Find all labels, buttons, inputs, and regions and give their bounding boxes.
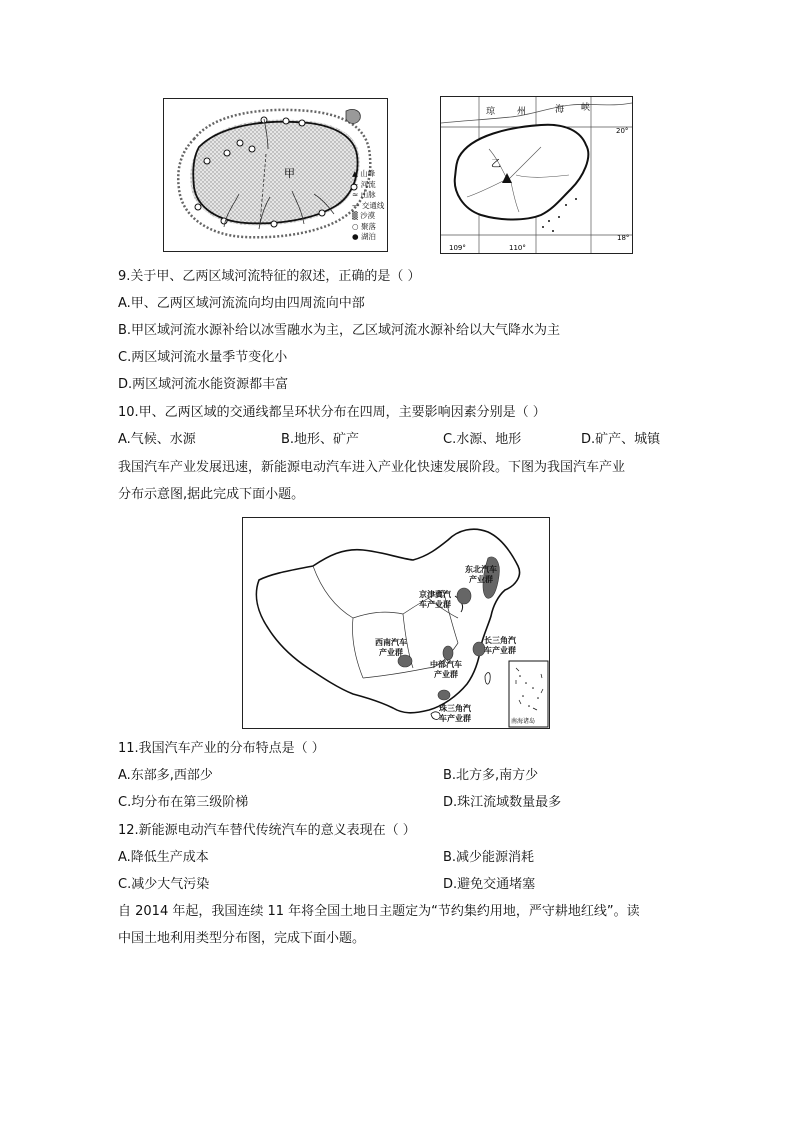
- cluster-jingjinji-shape: [457, 588, 471, 604]
- lat-label-bottom: 18°: [617, 234, 630, 242]
- q11-option-c[interactable]: C.均分布在第三级阶梯: [118, 795, 249, 810]
- cluster-label-pearl: 珠三角汽 车产业群: [439, 704, 471, 723]
- q11-stem: 11.我国汽车产业的分布特点是（ ）: [118, 741, 325, 756]
- river-icon: ∼: [352, 179, 359, 189]
- intro-land-line1: 自 2014 年起，我国连续 11 年将全国土地日主题定为“节约集约用地，严守耕地红线”。读: [118, 904, 640, 919]
- road-icon: —: [352, 200, 360, 210]
- legend-item-river: ∼ 河流: [352, 179, 376, 189]
- figure1-left-map: [163, 98, 388, 252]
- legend-item-road: — 交通线: [352, 200, 385, 210]
- cluster-label-northeast: 东北汽车 产业群: [465, 565, 497, 584]
- q9-option-d[interactable]: D.两区域河流水能资源都丰富: [118, 377, 289, 392]
- strait-char-3: 海: [555, 105, 565, 115]
- q12-option-b[interactable]: B.减少能源消耗: [443, 850, 535, 865]
- china-map-svg: [243, 518, 549, 728]
- legend-item-settlement: ○ 聚落: [352, 221, 376, 231]
- q10-option-a[interactable]: A.气候、水源: [118, 432, 196, 447]
- figure2-china-map: [242, 517, 550, 729]
- taiwan: [485, 673, 490, 685]
- mainland-coast: [441, 103, 632, 123]
- q11-option-b[interactable]: B.北方多,南方少: [443, 768, 539, 783]
- lon-label-left: 109°: [449, 244, 466, 252]
- cluster-label-yangtze: 长三角汽 车产业群: [484, 636, 516, 655]
- legend-item-peak: ▲ 山峰: [352, 169, 376, 178]
- cluster-label-jingjinji: 京津冀汽 车产业群: [419, 590, 451, 609]
- lon-label-right: 110°: [509, 244, 526, 252]
- strait-char-4: 峡: [581, 103, 591, 113]
- intro-auto-line2: 分布示意图,据此完成下面小题。: [118, 487, 305, 502]
- inset-label: 南海诸岛: [511, 718, 536, 725]
- cluster-pearl-shape: [438, 690, 450, 700]
- right-map-svg: [441, 97, 632, 253]
- q12-option-a[interactable]: A.降低生产成本: [118, 850, 209, 865]
- q10-option-c[interactable]: C.水源、地形: [443, 432, 522, 447]
- peak-icon: ▲: [352, 169, 358, 178]
- hainan-island: [455, 125, 589, 220]
- intro-land-line2: 中国土地利用类型分布图，完成下面小题。: [118, 931, 366, 946]
- cluster-central-shape: [443, 646, 453, 660]
- q12-option-c[interactable]: C.减少大气污染: [118, 877, 210, 892]
- mountain-range-icon: ≈: [352, 190, 359, 199]
- q11-option-a[interactable]: A.东部多,西部少: [118, 768, 213, 783]
- china-outline: [256, 529, 519, 713]
- intro-auto-line1: 我国汽车产业发展迅速，新能源电动汽车进入产业化快速发展阶段。下图为我国汽车产业: [118, 460, 626, 475]
- lat-label-top: 20°: [616, 127, 629, 135]
- q12-stem: 12.新能源电动汽车替代传统汽车的意义表现在（ ）: [118, 823, 416, 838]
- left-region-label: 甲: [284, 167, 295, 180]
- q11-option-d[interactable]: D.珠江流域数量最多: [443, 795, 562, 810]
- q9-option-b[interactable]: B.甲区域河流水源补给以冰雪融水为主，乙区域河流水源补给以大气降水为主: [118, 323, 561, 338]
- q10-stem: 10.甲、乙两区域的交通线都呈环状分布在四周，主要影响因素分别是（ ）: [118, 405, 546, 420]
- right-region-label: 乙: [491, 159, 501, 170]
- q10-option-d[interactable]: D.矿产、城镇: [581, 432, 661, 447]
- legend-item-lake: ● 湖泊: [352, 232, 376, 241]
- cluster-label-southwest: 西南汽车 产业群: [375, 638, 407, 657]
- legend-item-desert: ▒ 沙漠: [352, 211, 376, 220]
- q10-option-b[interactable]: B.地形、矿产: [281, 432, 360, 447]
- settlement-icon: ○: [352, 221, 359, 231]
- q9-option-c[interactable]: C.两区域河流水量季节变化小: [118, 350, 288, 365]
- q9-stem: 9.关于甲、乙两区域河流特征的叙述，正确的是（ ）: [118, 269, 421, 284]
- desert-icon: ▒: [352, 211, 358, 220]
- legend: [352, 169, 388, 243]
- cluster-label-central: 中部汽车 产业群: [430, 660, 462, 679]
- figure1-right-map: [440, 96, 633, 254]
- lake-icon: ●: [352, 232, 359, 241]
- strait-char-1: 琼: [486, 107, 496, 117]
- strait-char-2: 州: [517, 107, 527, 117]
- legend-item-mountain: ≈ 山脉: [352, 190, 376, 199]
- q12-option-d[interactable]: D.避免交通堵塞: [443, 877, 536, 892]
- lake-1: [346, 109, 360, 123]
- q9-option-a[interactable]: A.甲、乙两区域河流流向均由四周流向中部: [118, 296, 365, 311]
